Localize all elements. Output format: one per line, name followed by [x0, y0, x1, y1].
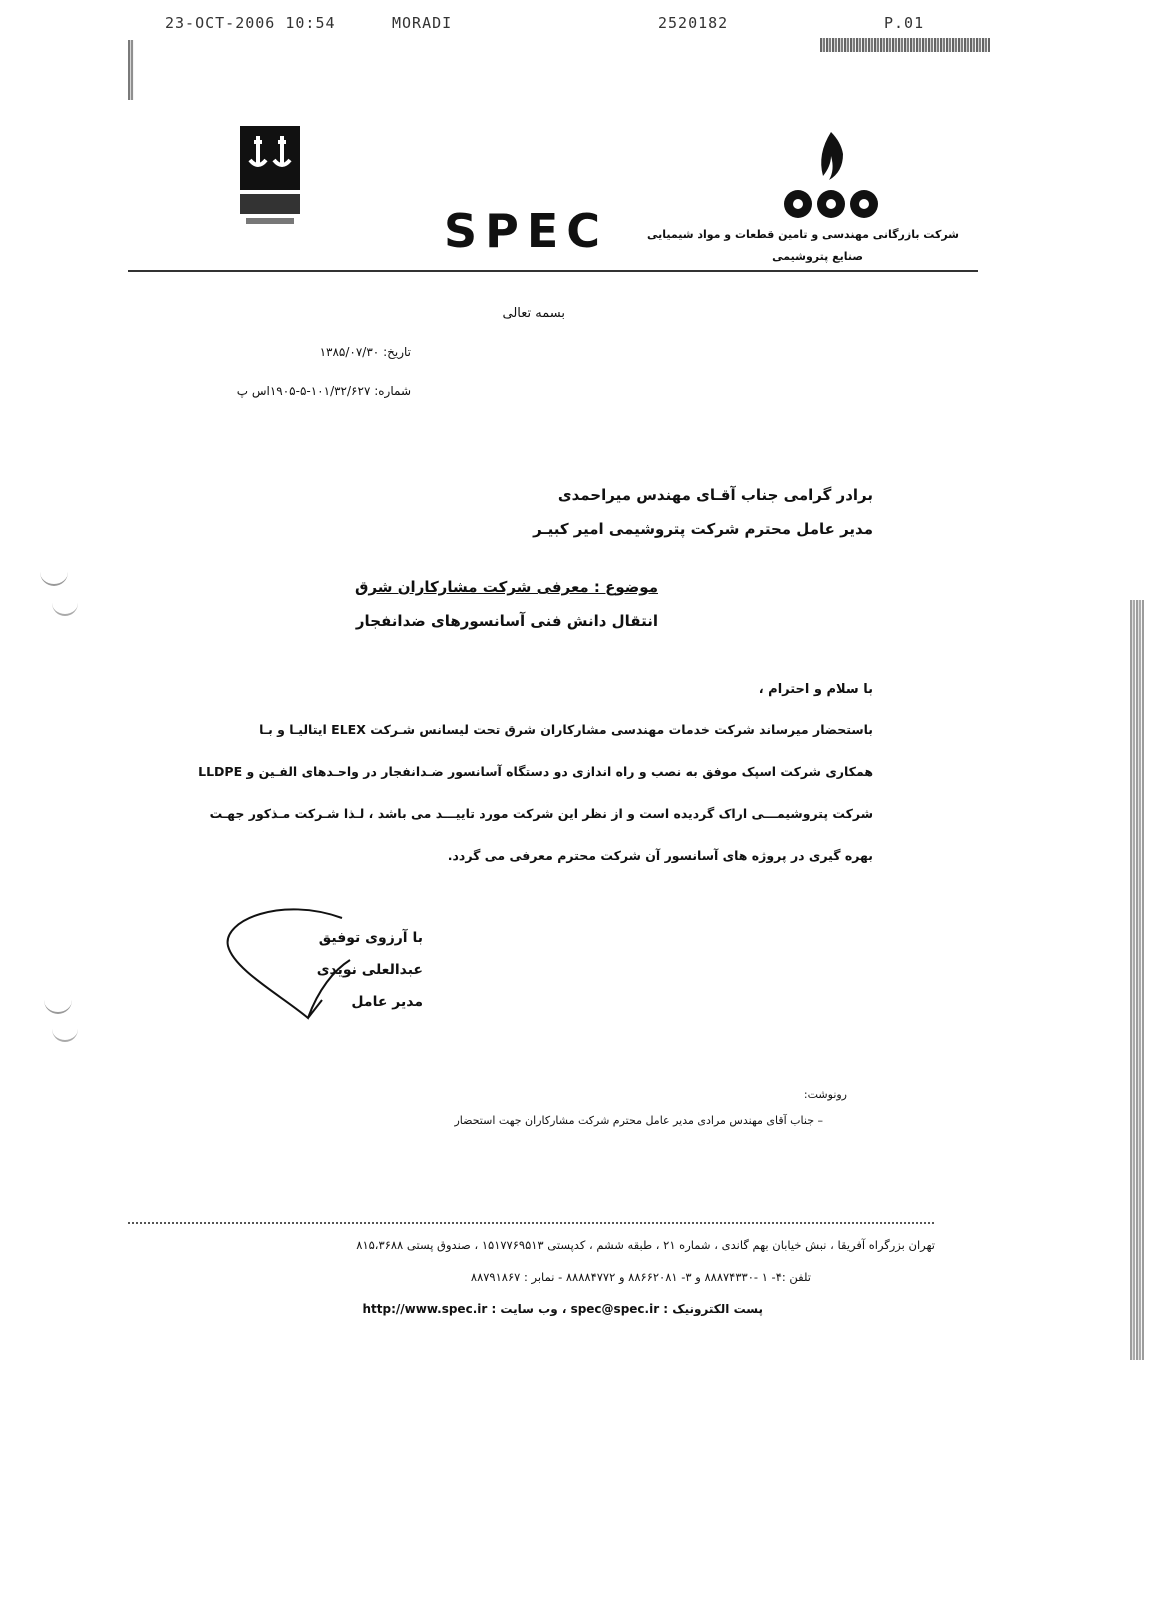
footer-phones: تلفن :۴- ۱ -۸۸۸۷۴۳۳۰ و ۳- ۸۸۶۶۲۰۸۱ و ۸۸۸۸۴۷۷۲ - نمابر : ۸۸۷۹۱۸۶۷ [470, 1270, 811, 1284]
signatory-title: مدیر عامل [351, 994, 423, 1010]
bismillah: بسمه تعالی [502, 306, 565, 321]
date-value: ۱۳۸۵/۰۷/۳۰ [319, 345, 380, 359]
recipient-line1: برادر گرامی جناب آقـای مهندس میراحمدی [557, 486, 873, 504]
petrochem-emblem-icon [238, 124, 302, 234]
subject-line1: موضوع : معرفی شرکت مشارکاران شرق [355, 578, 658, 596]
scan-artifact-right [1130, 600, 1144, 1360]
fax-page: P.01 [884, 14, 925, 32]
signature-closing: با آرزوی توفیق [318, 930, 423, 946]
letterhead-divider [128, 270, 978, 272]
recipient-line2: مدیر عامل محترم شرکت پتروشیمی امیر کبیـر [533, 520, 873, 538]
company-name-line2: صنایع پتروشیمی [772, 250, 863, 263]
signatory-name: عبدالعلی نویدی [316, 962, 423, 978]
footer-web: پست الکترونیک : spec@spec.ir ، وب سایت : http://www.spec.ir [362, 1302, 763, 1316]
fax-number: 2520182 [658, 14, 729, 32]
nioc-logo-icon [776, 128, 886, 224]
footer-address: تهران بزرگراه آفریقا ، نبش خیابان بهم گاندی ، شماره ۲۱ ، طبقه ششم ، کدپستی ۱۵۱۷۷۶۹۵۱۳ ، صندوق پستی ۸۱۵،۳۶۸۸ [356, 1238, 935, 1252]
body-line-2: همکاری شرکت اسپک موفق به نصب و راه اندازی دو دستگاه آسانسور ضـدانفجار در واحـدهای الفـین و LLDPE [198, 764, 873, 779]
spec-logo-text: SPEC [444, 204, 609, 258]
fax-datetime: 23-OCT-2006 10:54 [165, 14, 336, 32]
punch-hole-mark [52, 1018, 78, 1042]
body-line-4: بهره گیری در پروژه های آسانسور آن شرکت محترم معرفی می گردد. [447, 848, 873, 863]
letter-number [237, 384, 411, 398]
scan-artifact-left [128, 40, 134, 100]
date-label: تاریخ: [383, 345, 411, 359]
cc-label: رونوشت: [803, 1088, 847, 1101]
number-value: ۱۰۱/۳۲/۶۲۷-۵-۱۹۰۵اس پ [236, 384, 371, 398]
punch-hole-mark [40, 560, 68, 586]
number-label: شماره: [374, 384, 411, 398]
footer-divider [128, 1222, 934, 1224]
scan-artifact-top [820, 38, 990, 52]
punch-hole-mark [44, 988, 72, 1014]
greeting: با سلام و احترام ، [758, 682, 873, 697]
letter-date [320, 345, 411, 359]
cc-line: – جناب آقای مهندس مرادی مدیر عامل محترم شرکت مشارکاران جهت استحضار [454, 1114, 823, 1127]
fax-sender: MORADI [392, 14, 453, 32]
body-line-3: شرکت پتروشیمـــی اراک گردیده است و از نظر این شرکت مورد تاییـــد می باشد ، لـذا شـرکت مـذکور جهـت [209, 806, 873, 821]
punch-hole-mark [52, 592, 78, 616]
body-line-1: باستحضار میرساند شرکت خدمات مهندسی مشارکاران شرق تحت لیسانس شـرکت ELEX ایتالیـا و بـا [259, 722, 873, 737]
subject-line2: انتقال دانش فنی آسانسورهای ضدانفجار [355, 612, 658, 630]
company-name-line1: شرکت بازرگانی مهندسی و تامین قطعات و مواد شیمیایی [646, 228, 959, 241]
